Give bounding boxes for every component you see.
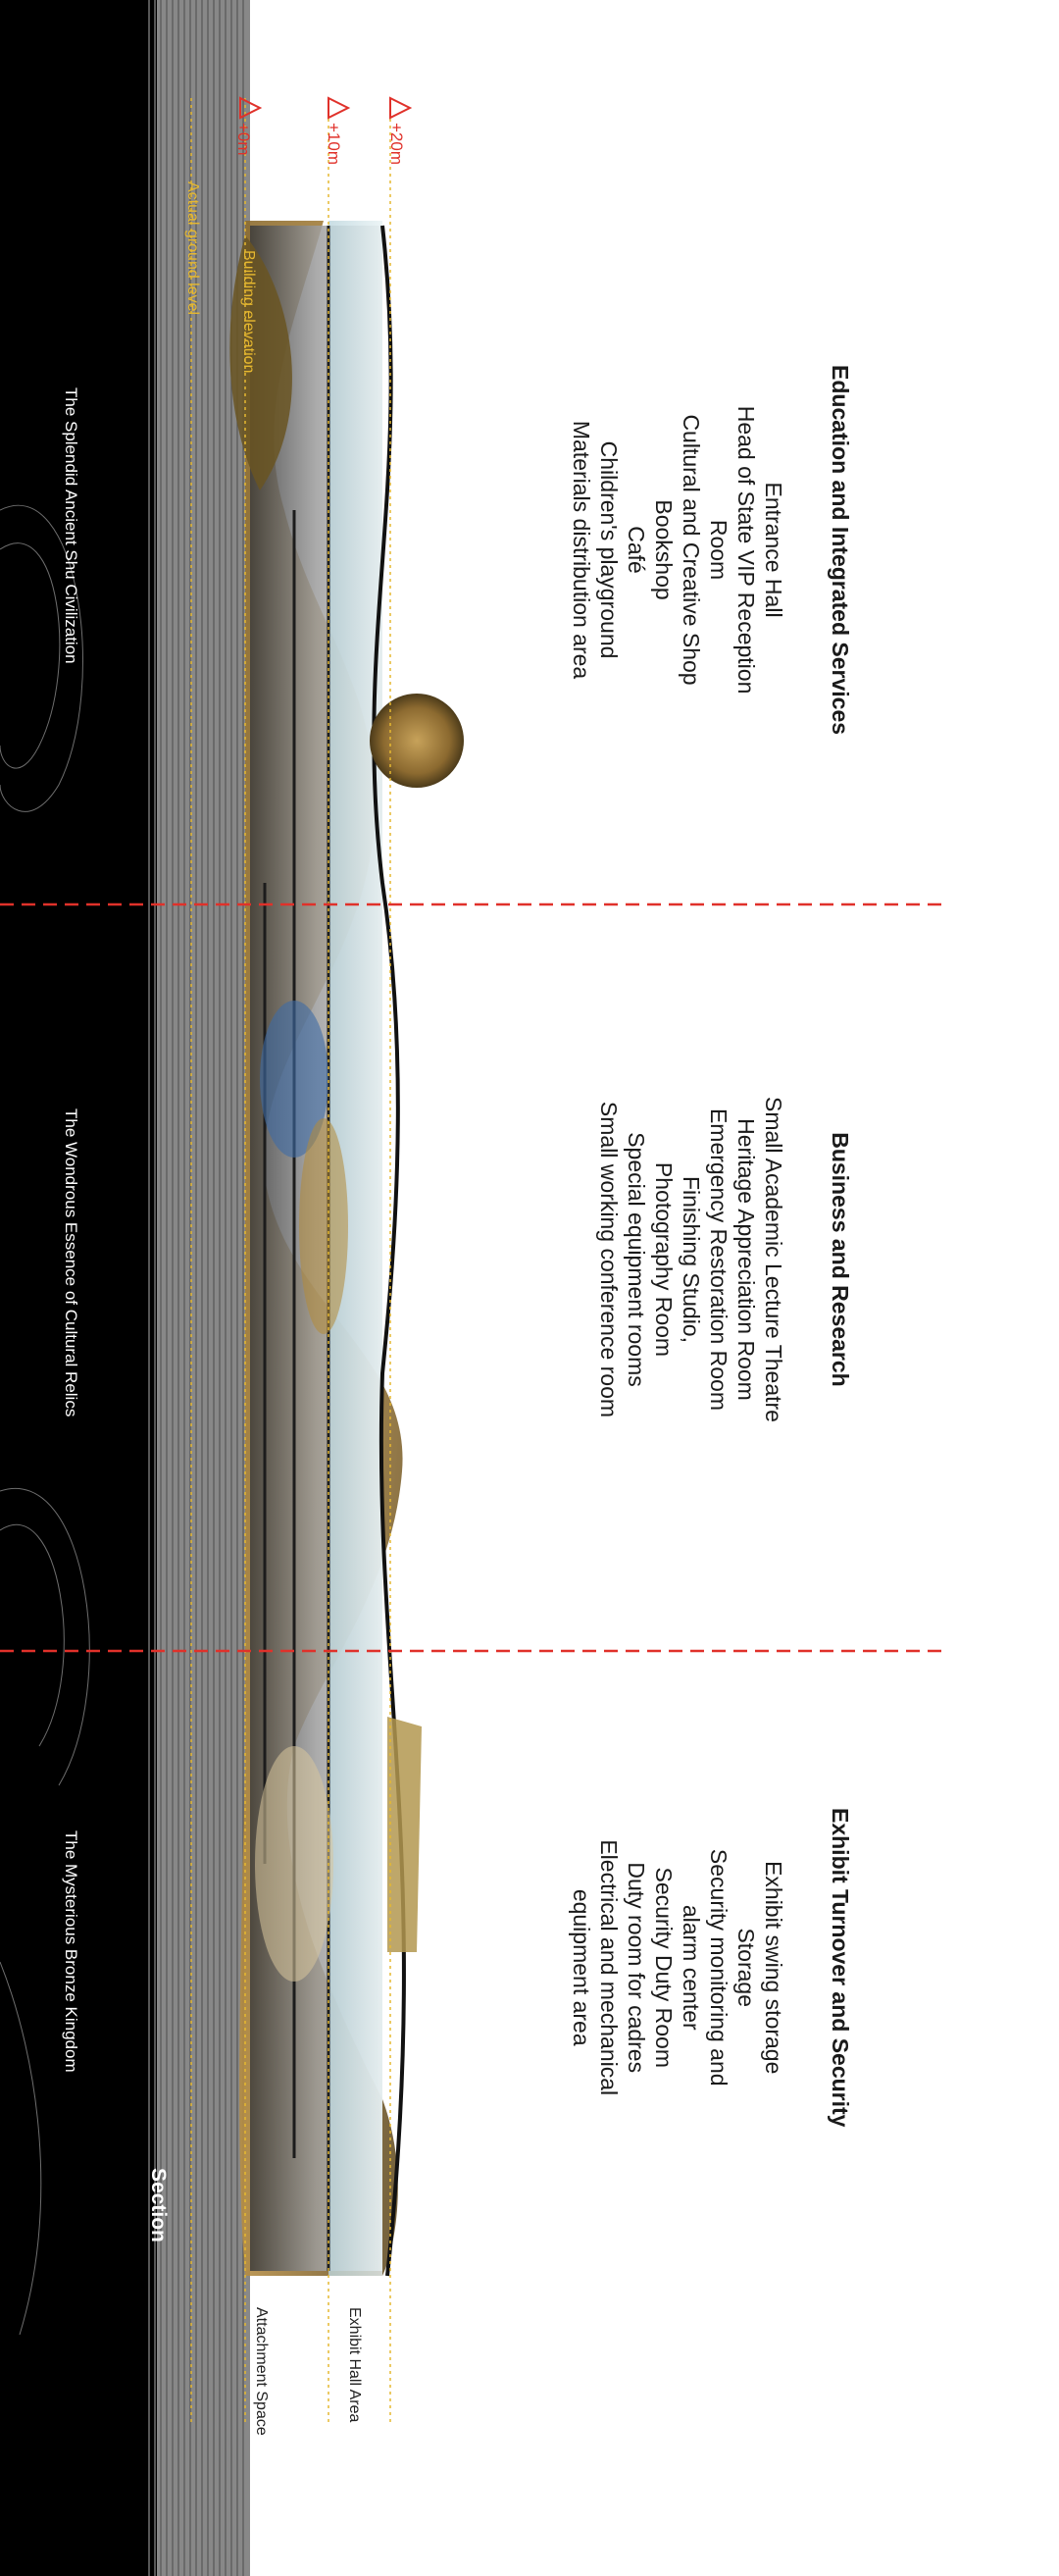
group-title: Education and Integrated Services [828, 365, 853, 736]
group-item: Special equipment rooms [624, 1132, 649, 1387]
group-turnover [568, 1808, 853, 2127]
elevation-marker-10 [328, 98, 348, 118]
hall-warm [255, 1746, 333, 1982]
group-item: alarm center [679, 1904, 704, 2031]
zone-label-bronze: The Mysterious Bronze Kingdom [62, 1830, 80, 2073]
group-item: Photography Room [651, 1161, 677, 1358]
group-business [595, 1097, 853, 1422]
group-item: Room [706, 519, 731, 581]
group-item: Bookshop [651, 499, 677, 600]
elevation-markers [240, 98, 410, 118]
bronze-disc [370, 694, 464, 788]
elevation-label-0: +0m [234, 123, 253, 156]
exhibit-hall-label: Exhibit Hall Area [346, 2307, 363, 2423]
actual-ground-label: Actual ground level [184, 181, 201, 316]
elevation-label-10: +10m [325, 123, 343, 165]
group-item: Heritage Appreciation Room [733, 1118, 759, 1401]
group-item: equipment area [569, 1888, 594, 2046]
group-item: Café [624, 526, 649, 574]
building-elevation-label: Building elevation [240, 250, 257, 374]
section-title: Section [147, 2168, 170, 2242]
group-item: Finishing Studio, [679, 1175, 704, 1343]
zone-label-shu: The Splendid Ancient Shu Civilization [62, 387, 80, 664]
group-item: Exhibit swing storage [761, 1861, 786, 2075]
group-title: Exhibit Turnover and Security [828, 1808, 853, 2128]
group-item: Entrance Hall [761, 482, 786, 618]
group-item: Storage [733, 1928, 759, 2008]
group-item: Emergency Restoration Room [706, 1108, 731, 1412]
group-item: Small working conference room [596, 1101, 622, 1418]
elevation-label-20: +20m [387, 123, 406, 165]
group-item: Cultural and Creative Shop [679, 414, 704, 686]
atrium-gold [299, 1118, 348, 1334]
turnover-canopy [387, 1717, 422, 1952]
group-item: Security monitoring and [706, 1848, 731, 2087]
zone-label-relics: The Wondrous Essence of Cultural Relics [62, 1108, 80, 1417]
group-item: Head of State VIP Reception [733, 405, 759, 695]
group-item: Materials distribution area [569, 420, 594, 680]
group-item: Duty room for cadres [624, 1862, 649, 2074]
group-item: Small Academic Lecture Theatre [761, 1097, 786, 1422]
group-item: Children's playground [596, 440, 622, 659]
elevation-marker-20 [390, 98, 410, 118]
group-item: Security Duty Room [651, 1867, 677, 2068]
attachment-space-label: Attachment Space [253, 2307, 270, 2436]
group-education [568, 365, 853, 735]
group-title: Business and Research [828, 1132, 853, 1387]
group-item: Electrical and mechanical [596, 1839, 622, 2096]
